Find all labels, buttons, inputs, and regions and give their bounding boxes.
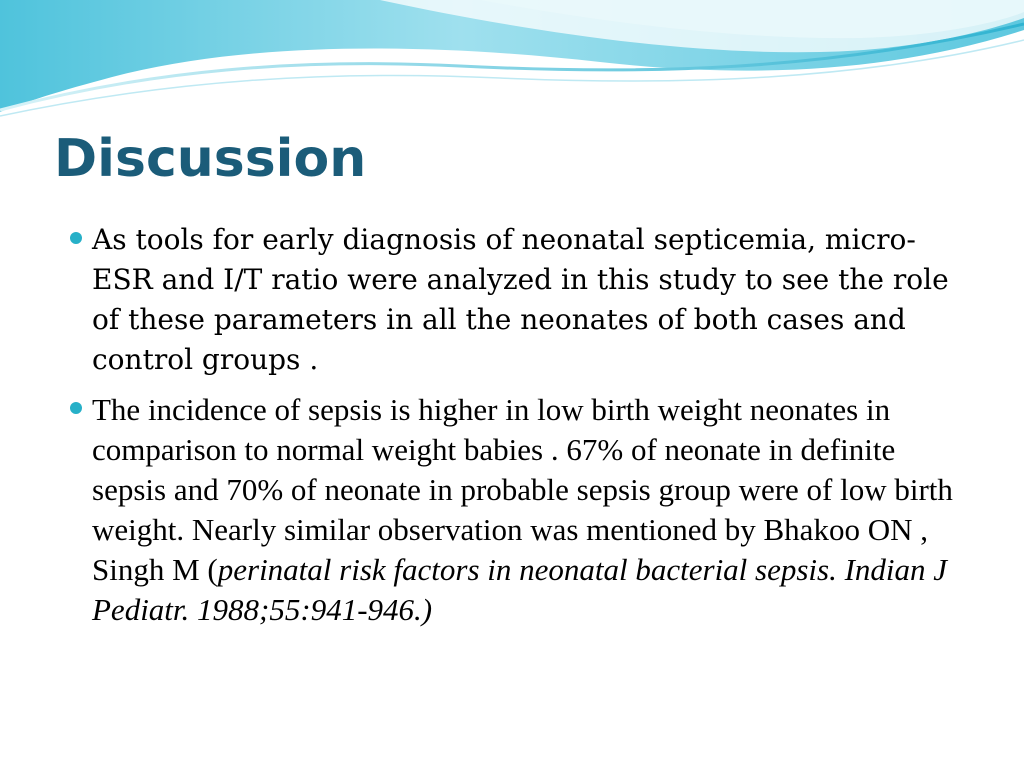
wave-banner (0, 0, 1024, 120)
bullet-list (70, 220, 970, 640)
bullet-item (70, 220, 970, 380)
slide-title: Discussion (54, 129, 367, 189)
bullet-text: As tools for early diagnosis of neonatal septicemia, micro-ESR and I/T ratio were analyzed in this study to see the role of these parameters in all the neonates of both cases and control groups . (92, 223, 949, 376)
bullet-dot-icon (70, 232, 82, 244)
bullet-body-text: The incidence of sepsis is higher in low birth weight neonates in comparison to normal weight babies . 67% of neonate in definite sepsis and 70% of neonate in probable sepsis group were of low birth weight. Nearly similar observation was mentioned by Bhakoo ON , Singh M ( (92, 392, 953, 587)
bullet-dot-icon (70, 402, 82, 414)
citation-text: perinatal risk factors in neonatal bacterial sepsis. Indian J Pediatr. 1988;55:941-946.) (92, 552, 948, 627)
bullet-text (92, 390, 970, 630)
bullet-item (70, 390, 970, 630)
